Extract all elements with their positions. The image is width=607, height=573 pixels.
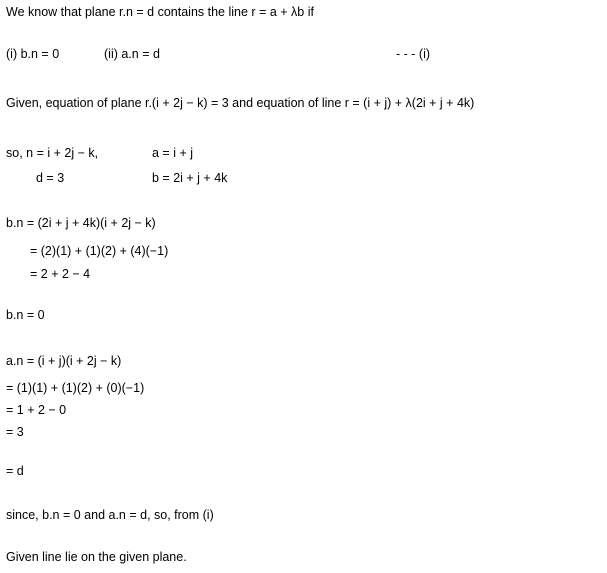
given-line: Given, equation of plane r.(i + 2j − k) = 3 and equation of line r = (i + j) + λ(2i + j + 4k) [6, 96, 475, 110]
so-n-line: so, n = i + 2j − k, [6, 146, 99, 160]
final-statement: Given line lie on the given plane. [6, 550, 187, 564]
an-step-3: = 3 [6, 425, 24, 439]
line-1: We know that plane r.n = d contains the line r = a + λb if [6, 5, 314, 19]
bn-result: b.n = 0 [6, 308, 45, 322]
conclusion-line: since, b.n = 0 and a.n = d, so, from (i) [6, 508, 214, 522]
condition-label: - - - (i) [396, 47, 431, 61]
bn-step-2: = 2 + 2 − 4 [30, 267, 91, 281]
condition-ii: (ii) a.n = d [104, 47, 160, 61]
an-step-1: = (1)(1) + (1)(2) + (0)(−1) [6, 381, 145, 395]
an-product-line: a.n = (i + j)(i + 2j − k) [6, 354, 122, 368]
d-value-line: d = 3 [36, 171, 65, 185]
condition-i: (i) b.n = 0 [6, 47, 60, 61]
b-vector-line: b = 2i + j + 4k [152, 171, 228, 185]
bn-step-1: = (2)(1) + (1)(2) + (4)(−1) [30, 244, 169, 258]
an-step-2: = 1 + 2 − 0 [6, 403, 67, 417]
a-vector-line: a = i + j [152, 146, 193, 160]
bn-product-line: b.n = (2i + j + 4k)(i + 2j − k) [6, 216, 156, 230]
an-result: = d [6, 464, 24, 478]
